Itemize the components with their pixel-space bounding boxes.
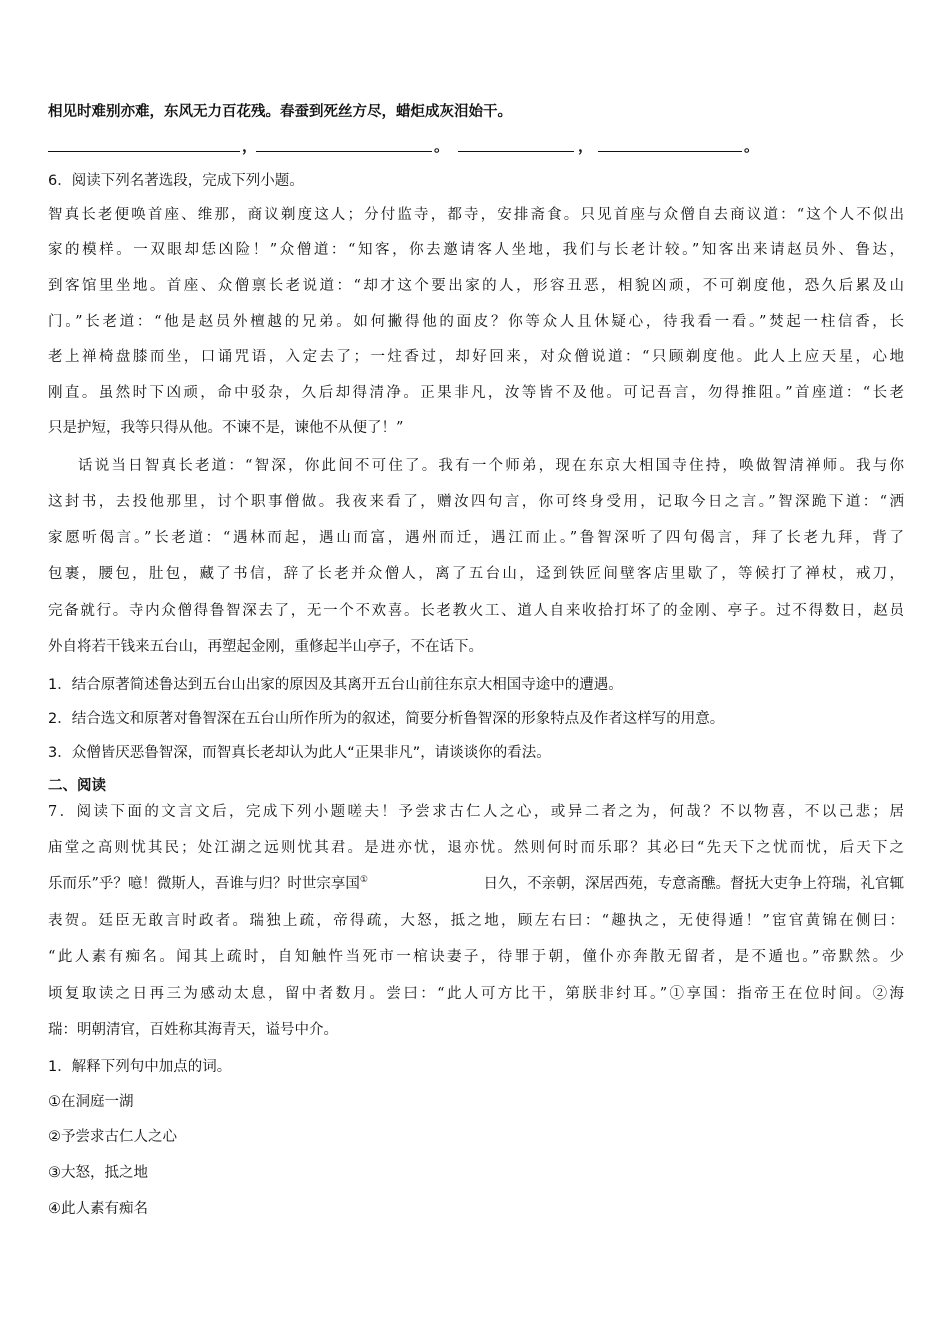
q6-passage-line: 包裹，腰包，肚包，藏了书信，辞了长老并众僧人，离了五台山，迳到铁匠间壁客店里歇了，等候打了禅杖，戒刀， [48,566,904,582]
section-heading: 二、阅读 [48,778,106,794]
q6-passage-line: 这封书，去投他那里，讨个职事僧做。我夜来看了，赠汝四句言，你可终身受用，记取今日之言。”智深跪下道：“洒 [48,494,904,510]
q7-item: ①在洞庭一湖 [48,1094,134,1110]
q6-passage-line: 到客馆里坐地。首座、众僧禀长老说道：“却才这个要出家的人，形容丑恶，相貌凶顽，不可剃度他，恐久后累及山 [48,278,904,294]
blank-punctuation-2: 。 [434,137,450,155]
q6-heading: 6．阅读下列名著选段，完成下列小题。 [48,173,304,189]
q7-passage-line: 顷复取读之日再三为感动太息，留中者数月。尝曰：“此人可方比干，第朕非纣耳。”①享国：指帝王在位时间。②海 [48,986,904,1002]
q7-passage-line: 庙堂之高则忧其民；处江湖之远则忧其君。是进亦忧，退亦忧。然则何时而乐耶？其必曰“先天下之忧而忧，后天下之 [48,840,904,856]
q7-item: ②予尝求古仁人之心 [48,1129,177,1145]
q7-passage-line [48,873,904,895]
q6-question-1: 1．结合原著简述鲁达到五台山出家的原因及其离开五台山前往东京大相国寺途中的遭遇。 [48,677,623,693]
poem-line: 相见时难别亦难，东风无力百花残。春蚕到死丝方尽，蜡炬成灰泪始干。 [48,104,512,120]
q7-passage-line: 7．阅读下面的文言文后，完成下列小题嗟夫！予尝求古仁人之心，或异二者之为，何哉？不以物喜，不以己悲；居 [48,804,904,820]
q6-passage-line: 家愿听偈言。”长老道：“遇林而起，遇山而富，遇州而迁，遇江而止。”鲁智深听了四句偈言，拜了长老九拜，背了 [48,530,904,546]
q6-question-2: 2．结合选文和原著对鲁智深在五台山所作所为的叙述，简要分析鲁智深的形象特点及作者这样写的用意。 [48,711,725,727]
q6-passage-line: 家的模样。一双眼却恁凶险！”众僧道：“知客，你去邀请客人坐地，我们与长老计较。”知客出来请赵员外、鲁达， [48,242,904,258]
footnote-mark: ① [359,875,368,886]
answer-blank-2[interactable] [256,151,432,152]
q6-passage-line: 完备就行。寺内众僧得鲁智深去了，无一个不欢喜。长老教火工、道人自来收拾打坏了的金刚、亭子。过不得数日，赵员 [48,603,904,619]
q7-sub-heading: 1．解释下列句中加点的词。 [48,1059,232,1075]
blank-punctuation-1: ， [242,137,258,155]
answer-blank-1[interactable] [48,151,240,152]
q6-passage-line: 老上禅椅盘膝而坐，口诵咒语，入定去了；一炷香过，却好回来，对众僧说道：“只顾剃度他。此人上应天星，心地 [48,349,904,365]
answer-blank-3[interactable] [458,151,574,152]
q6-passage-line: 话说当日智真长老道：“智深，你此间不可住了。我有一个师弟，现在东京大相国寺住持，唤做智清禅师。我与你 [78,458,904,474]
q6-question-3: 3．众僧皆厌恶鲁智深，而智真长老却认为此人“正果非凡”，请谈谈你的看法。 [48,745,551,761]
q7-passage-line: “此人素有痴名。闻其上疏时，自知触忤当死市一棺诀妻子，待罪于朝，僮仆亦奔散无留者，是不遁也。”帝默然。少 [48,949,904,965]
blank-punctuation-3: ， [578,137,594,155]
q7-item: ④此人素有痴名 [48,1201,148,1217]
q7-passage-segment: 日久，不亲朝，深居西苑，专意斋醮。督抚大吏争上符瑞，礼官辄 [483,876,904,892]
q7-item: ③大怒，抵之地 [48,1165,148,1181]
q6-passage-line: 外自将若干钱来五台山，再塑起金刚，重修起半山亭子，不在话下。 [48,639,483,655]
q7-passage-line: 表贺。廷臣无敢言时政者。瑞独上疏，帝得疏，大怒，抵之地，顾左右曰：“趣执之，无使得遁！”宦官黄锦在侧曰： [48,913,904,929]
answer-blank-4[interactable] [598,151,742,152]
q6-passage-line: 刚直。虽然时下凶顽，命中驳杂，久后却得清净。正果非凡，汝等皆不及他。可记吾言，勿得推阻。”首座道：“长老 [48,385,904,401]
q7-passage-segment: 乐而乐”乎？噫！微斯人，吾谁与归？时世宗享国① [48,875,368,892]
blank-punctuation-4: 。 [744,137,760,155]
q6-passage-line: 智真长老便唤首座、维那，商议剃度这人；分付监寺，都寺，安排斋食。只见首座与众僧自去商议道：“这个人不似出 [48,207,904,223]
q7-passage-line: 瑞：明朝清官，百姓称其海青天，谥号中介。 [48,1022,338,1038]
q6-passage-line: 门。”长老道：“他是赵员外檀越的兄弟。如何撇得他的面皮？你等众人且休疑心，待我看一看。”焚起一柱信香，长 [48,314,904,330]
q6-passage-line: 只是护短，我等只得从他。不谏不是，谏他不从便了！” [48,420,404,436]
